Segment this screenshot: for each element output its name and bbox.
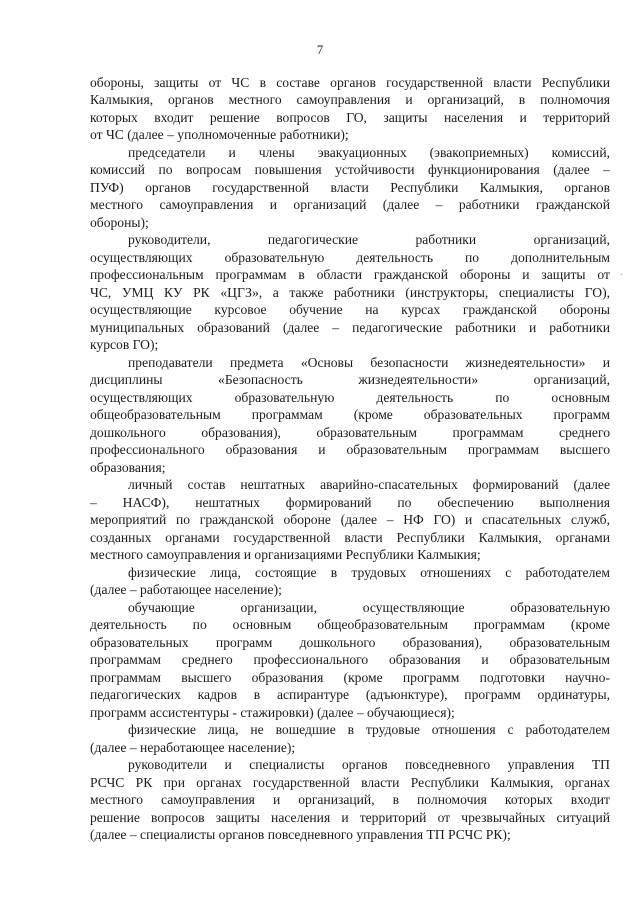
text-line: профессионального образования и образовательным программам высшего: [90, 442, 610, 457]
text-line: профессиональным программам в области гражданской обороны и защиты от: [90, 267, 610, 282]
text-line: программам высшего образования (кроме программ подготовки научно-: [90, 670, 610, 685]
text-line: – НАСФ), нештатных формирований по обеспечению выполнения: [90, 495, 610, 510]
text-line: руководители и специалисты органов повседневного управления ТП: [128, 757, 610, 772]
text-line: ПУФ) органов государственной власти Республики Калмыкия, органов: [90, 180, 610, 195]
text-line: созданных органами государственной власти Республики Калмыкия, органами: [90, 530, 610, 545]
text-line: программ ассистентуры - стажировки) (далее – обучающиеся);: [90, 705, 455, 720]
text-line: (далее – работающее население);: [90, 582, 282, 597]
text-line: местного самоуправления и организаций, в полномочия которых входит: [90, 792, 610, 807]
text-line: (далее – специалисты органов повседневного управления ТП РСЧС РК);: [90, 827, 511, 842]
text-line: дисциплины «Безопасность жизнедеятельности» организаций,: [90, 372, 610, 387]
page-number: 7: [316, 43, 324, 57]
text-line: комиссий по вопросам повышения устойчивости функционирования (далее –: [90, 162, 610, 177]
text-line: местного самоуправления и организаций (далее – работники гражданской: [90, 197, 610, 212]
text-line: руководители, педагогические работники организаций,: [128, 232, 610, 247]
text-line: местного самоуправления и организациями Республики Калмыкия;: [90, 547, 481, 562]
text-line: муниципальных образований (далее – педагогические работники и работники: [90, 320, 610, 335]
text-line: курсов ГО);: [90, 337, 159, 352]
text-line: педагогических кадров в аспирантуре (адъюнктуре), программ ординатуры,: [90, 687, 610, 702]
text-line: общеобразовательным программам (кроме образовательных программ: [90, 407, 610, 422]
text-line: решение вопросов защиты населения и территорий от чрезвычайных ситуаций: [90, 810, 610, 825]
text-line: программам среднего профессионального образования и образовательным: [90, 652, 610, 667]
text-line: обороны, защиты от ЧС в составе органов государственной власти Республики: [90, 75, 610, 90]
margin-mark: .: [620, 268, 623, 278]
text-line: осуществляющих образовательную деятельность по дополнительным: [90, 250, 610, 265]
text-line: председатели и члены эвакуационных (эвакоприемных) комиссий,: [128, 145, 610, 160]
text-line: от ЧС (далее – уполномоченные работники);: [90, 127, 349, 142]
text-line: мероприятий по гражданской обороне (далее – НФ ГО) и спасательных служб,: [90, 512, 610, 527]
text-line: дошкольного образования), образовательным программам среднего: [90, 425, 610, 440]
text-line: физические лица, состоящие в трудовых отношениях с работодателем: [128, 565, 610, 580]
text-line: которых входит решение вопросов ГО, защиты населения и территорий: [90, 110, 610, 125]
text-line: Калмыкия, органов местного самоуправления и организаций, в полномочия: [90, 92, 610, 107]
text-line: образования;: [90, 460, 166, 475]
text-line: физические лица, не вошедшие в трудовые отношения с работодателем: [128, 722, 610, 737]
text-line: образовательных программ дошкольного образования), образовательным: [90, 635, 610, 650]
text-line: осуществляющие курсовое обучение на курсах гражданской обороны: [90, 302, 610, 317]
text-line: ЧС, УМЦ КУ РК «ЦГЗ», а также работники (инструкторы, специалисты ГО),: [90, 285, 610, 300]
text-line: личный состав нештатных аварийно-спасательных формирований (далее: [128, 477, 610, 492]
text-line: преподаватели предмета «Основы безопасности жизнедеятельности» и: [128, 355, 610, 370]
text-line: обороны);: [90, 215, 149, 230]
text-line: (далее – неработающее население);: [90, 740, 296, 755]
text-line: РСЧС РК при органах государственной власти Республики Калмыкия, органах: [90, 775, 610, 790]
text-line: обучающие организации, осуществляющие образовательную: [128, 600, 610, 615]
text-line: осуществляющих образовательную деятельность по основным: [90, 390, 610, 405]
text-line: деятельность по основным общеобразовательным программам (кроме: [90, 617, 610, 632]
